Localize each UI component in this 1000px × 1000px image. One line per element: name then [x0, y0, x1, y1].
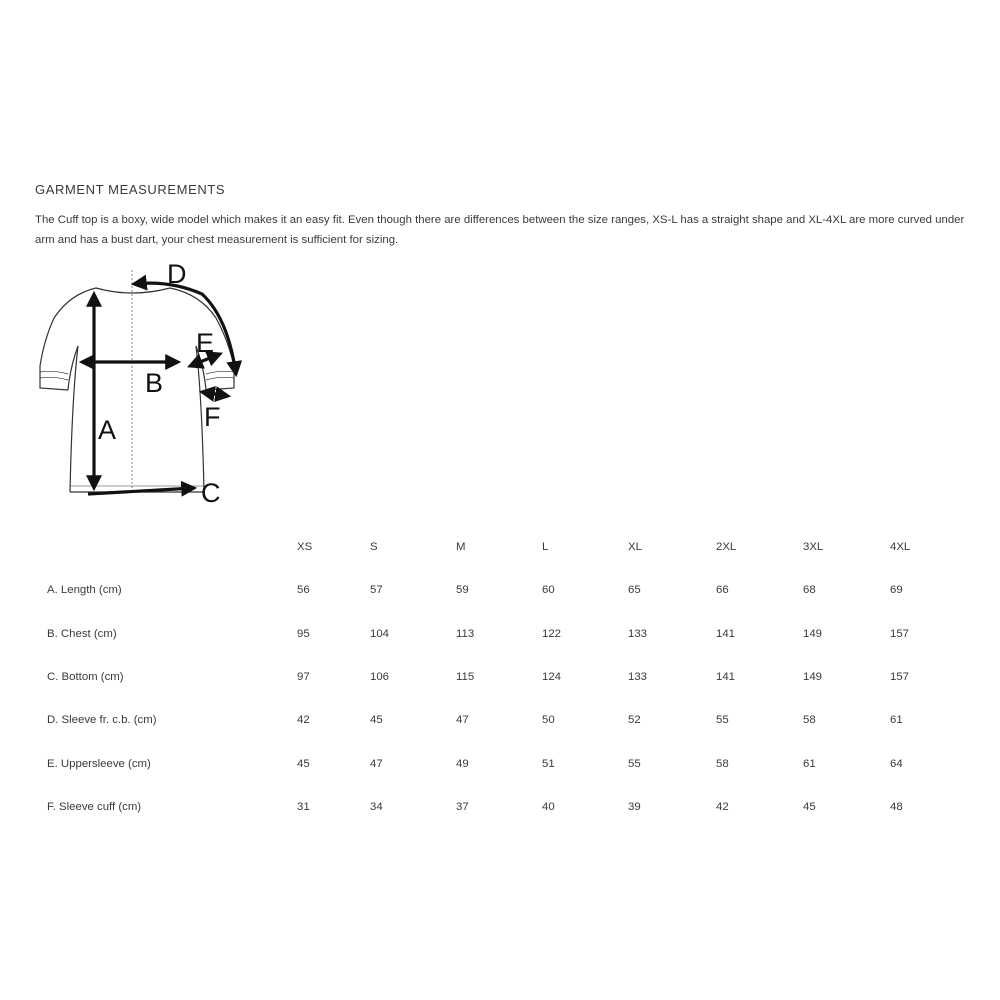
- measurement-value: 31: [297, 800, 310, 813]
- measurement-value: 113: [456, 627, 475, 640]
- measurement-value: 133: [628, 627, 648, 640]
- measurement-value: 55: [628, 757, 641, 770]
- measurement-value: 64: [890, 757, 903, 770]
- intro-paragraph: The Cuff top is a boxy, wide model which makes it an easy fit. Even though there are differences between the size ranges, XS-L has a straight shape and XL-4XL are more curved under arm and has a bust dart, your chest measurement is sufficient for sizing.: [35, 214, 965, 246]
- measurement-value: 61: [803, 757, 816, 770]
- measurement-value: 58: [716, 757, 729, 770]
- size-header: 2XL: [716, 541, 737, 553]
- row-label: D. Sleeve fr. c.b. (cm): [47, 714, 157, 727]
- size-header: XS: [297, 541, 313, 553]
- measurement-value: 51: [542, 757, 555, 770]
- cuff-arrow: [202, 392, 228, 396]
- measurement-value: 68: [803, 584, 816, 597]
- label-d: D: [167, 259, 187, 289]
- row-label: C. Bottom (cm): [47, 670, 124, 683]
- size-header: L: [542, 541, 549, 553]
- measurement-value: 47: [370, 757, 383, 770]
- size-header: M: [456, 541, 466, 553]
- size-header: 3XL: [803, 541, 824, 553]
- measurement-value: 45: [297, 757, 310, 770]
- measurement-value: 37: [456, 800, 469, 813]
- garment-diagram: [30, 258, 260, 508]
- measurement-value: 50: [542, 714, 555, 727]
- measurement-value: 42: [716, 800, 729, 813]
- measurement-value: 52: [628, 714, 641, 727]
- measurement-value: 47: [456, 714, 469, 727]
- size-header: 4XL: [890, 541, 911, 553]
- measurement-value: 106: [370, 670, 390, 683]
- measurement-value: 141: [716, 627, 736, 640]
- measurement-value: 56: [297, 584, 310, 597]
- measurement-value: 141: [716, 670, 736, 683]
- measurement-value: 157: [890, 627, 910, 640]
- measurement-value: 69: [890, 584, 903, 597]
- measurement-value: 133: [628, 670, 648, 683]
- row-label: B. Chest (cm): [47, 627, 117, 640]
- size-header: XL: [628, 541, 642, 553]
- measurement-value: 58: [803, 714, 816, 727]
- measurement-table: [0, 525, 1000, 835]
- section-heading: GARMENT MEASUREMENTS: [35, 182, 226, 197]
- measurement-value: 49: [456, 757, 469, 770]
- measurement-value: 45: [370, 714, 383, 727]
- measurement-value: 149: [803, 670, 823, 683]
- measurement-value: 61: [890, 714, 903, 727]
- label-a: A: [98, 415, 117, 445]
- measurement-value: 122: [542, 627, 562, 640]
- measurement-value: 34: [370, 800, 383, 813]
- garment-drawing: [30, 258, 260, 508]
- measurement-value: 66: [716, 584, 729, 597]
- label-e: E: [196, 328, 215, 358]
- label-c: C: [201, 478, 221, 508]
- row-label: F. Sleeve cuff (cm): [47, 800, 142, 813]
- measurement-value: 60: [542, 584, 555, 597]
- measurement-value: 124: [542, 670, 562, 683]
- label-b: B: [145, 368, 164, 398]
- bottom-arrow: [88, 488, 194, 494]
- measurement-value: 157: [890, 670, 910, 683]
- measurement-value: 42: [297, 714, 310, 727]
- measurement-value: 57: [370, 584, 383, 597]
- measurement-value: 149: [803, 627, 823, 640]
- row-label: A. Length (cm): [47, 584, 122, 597]
- measurement-value: 97: [297, 670, 310, 683]
- measurement-value: 95: [297, 627, 310, 640]
- row-label: E. Uppersleeve (cm): [47, 757, 151, 770]
- measurement-value: 55: [716, 714, 729, 727]
- measurement-value: 65: [628, 584, 641, 597]
- top-outline: [40, 270, 234, 492]
- measurement-value: 104: [370, 627, 390, 640]
- measurement-value: 115: [456, 670, 475, 683]
- measurement-value: 40: [542, 800, 555, 813]
- size-header: S: [370, 541, 378, 553]
- measurement-value: 48: [890, 800, 903, 813]
- measurement-value: 45: [803, 800, 816, 813]
- measurement-value: 59: [456, 584, 469, 597]
- measurement-value: 39: [628, 800, 641, 813]
- label-f: F: [204, 402, 221, 432]
